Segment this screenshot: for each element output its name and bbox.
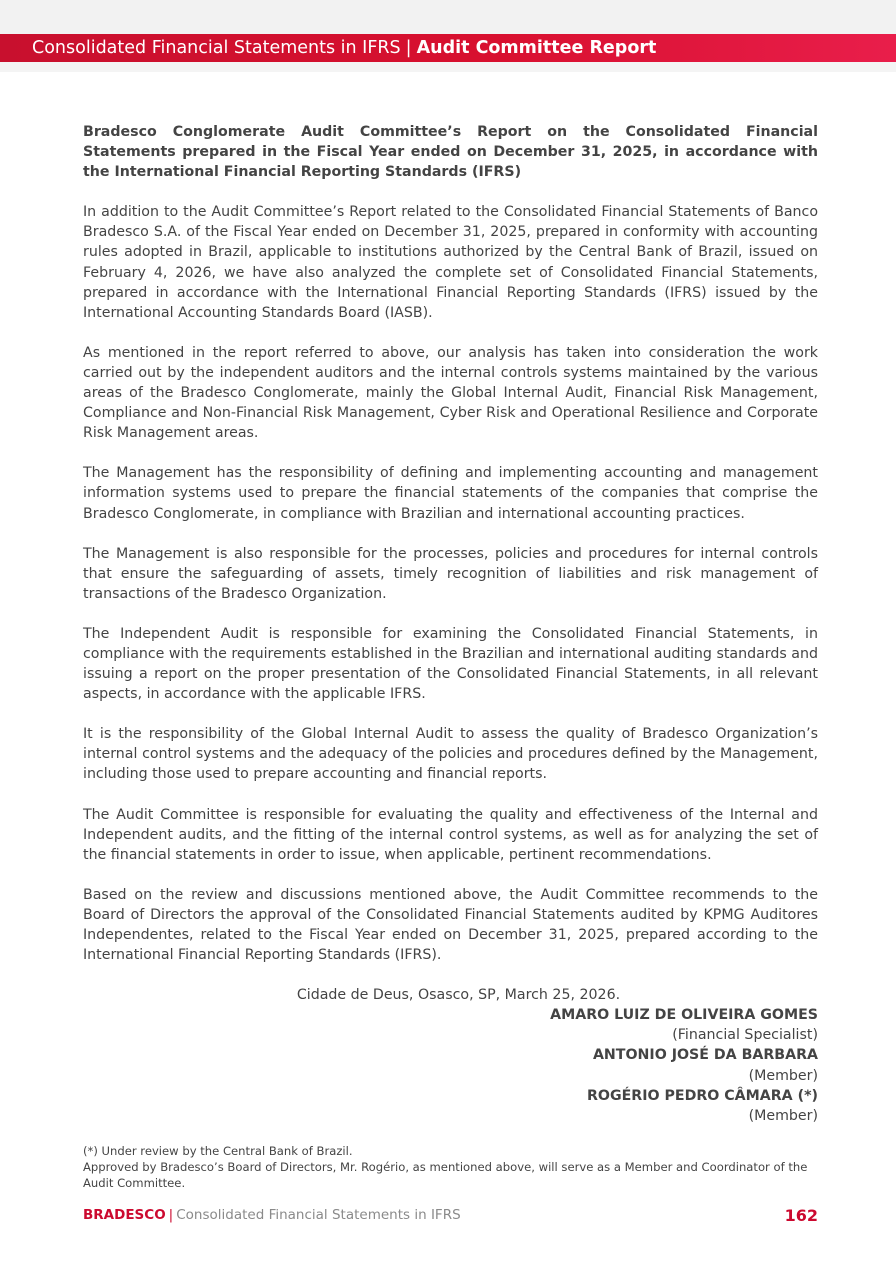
footnotes xyxy=(83,1143,818,1191)
paragraph: The Audit Committee is responsible for evaluating the quality and effectiveness of the Internal and Independent audits, and the fitting of the internal control systems, as well as for analyzing the set of the financial statements in order to issue, when applicable, pertinent recommendations. xyxy=(83,806,818,863)
paragraph: The Management has the responsibility of defining and implementing accounting and management information systems used to prepare the financial statements of the companies that comprise the Bradesco Conglomerate, in compliance with Brazilian and international accounting practices. xyxy=(83,465,818,522)
footer-doc-title: Consolidated Financial Statements in IFRS xyxy=(176,1207,461,1223)
footnote: (*) Under review by the Central Bank of Brazil. xyxy=(83,1144,353,1158)
signatory-role: (Financial Specialist) xyxy=(672,1027,818,1044)
signatory-name: ANTONIO JOSÉ DA BARBARA xyxy=(592,1047,818,1064)
paragraph: As mentioned in the report referred to above, our analysis has taken into consideration the work carried out by the independent auditors and the internal controls systems maintained by the various areas of the Bradesco Conglomerate, mainly the Global Internal Audit, Financial Risk Management, Compliance and Non-Financial Risk Management, Cyber Risk and Operational Resilience and Corporate Risk Management areas. xyxy=(83,344,818,442)
footer-brand: BRADESCO xyxy=(83,1207,166,1223)
header-banner xyxy=(0,34,896,62)
footer-separator: | xyxy=(168,1207,174,1223)
signatory-name: AMARO LUIZ DE OLIVEIRA GOMES xyxy=(550,1007,818,1024)
header-subsection: Audit Committee Report xyxy=(416,38,657,58)
paragraph: It is the responsibility of the Global Internal Audit to assess the quality of Bradesco Organization’s internal control systems and the adequacy of the policies and procedures defined by the Management, including those used to prepare accounting and financial reports. xyxy=(83,726,818,783)
signatory-name: ROGÉRIO PEDRO CÂMARA (*) xyxy=(586,1087,818,1104)
top-margin xyxy=(0,0,896,34)
header-section: Consolidated Financial Statements in IFRS xyxy=(32,38,401,58)
signatory-role: (Member) xyxy=(748,1067,818,1084)
footer-label xyxy=(83,1207,461,1223)
header-separator: | xyxy=(405,38,412,58)
report-title: Bradesco Conglomerate Audit Committee’s Report on the Consolidated Financial Statements prepared in the Fiscal Year ended on December 31, 2025, in accordance with the International Financial Reporting Standards (IFRS) xyxy=(83,124,818,181)
paragraph: Based on the review and discussions mentioned above, the Audit Committee recommends to the Board of Directors the approval of the Consolidated Financial Statements audited by KPMG Auditores Independentes, related to the Fiscal Year ended on December 31, 2025, prepared according to the International Financial Reporting Standards (IFRS). xyxy=(83,886,818,964)
place-date: Cidade de Deus, Osasco, SP, March 25, 2026. xyxy=(296,987,621,1004)
page-number: 162 xyxy=(784,1205,818,1225)
signatory-role: (Member) xyxy=(748,1107,818,1124)
paragraph: The Independent Audit is responsible for examining the Consolidated Financial Statements, in compliance with the requirements established in the Brazilian and international auditing standards and issuing a report on the proper presentation of the Consolidated Financial Statements, in all relevant aspects, in accordance with the applicable IFRS. xyxy=(83,625,818,703)
report-body xyxy=(83,122,818,1126)
page-footer xyxy=(83,1205,818,1225)
signature-block xyxy=(83,985,818,1126)
footnote: Approved by Bradesco’s Board of Directors, Mr. Rogério, as mentioned above, will serve as a Member and Coordinator of the Audit Committee. xyxy=(83,1160,808,1190)
header-underband xyxy=(0,62,896,72)
paragraph: In addition to the Audit Committee’s Report related to the Consolidated Financial Statements of Banco Bradesco S.A. of the Fiscal Year ended on December 31, 2025, prepared in conformity with accounting rules adopted in Brazil, applicable to institutions authorized by the Central Bank of Brazil, issued on February 4, 2026, we have also analyzed the complete set of Consolidated Financial Statements, prepared in accordance with the International Financial Reporting Standards (IFRS) issued by the International Accounting Standards Board (IASB). xyxy=(83,204,818,321)
paragraph: The Management is also responsible for the processes, policies and procedures for internal controls that ensure the safeguarding of assets, timely recognition of liabilities and risk management of transactions of the Bradesco Organization. xyxy=(83,545,818,602)
